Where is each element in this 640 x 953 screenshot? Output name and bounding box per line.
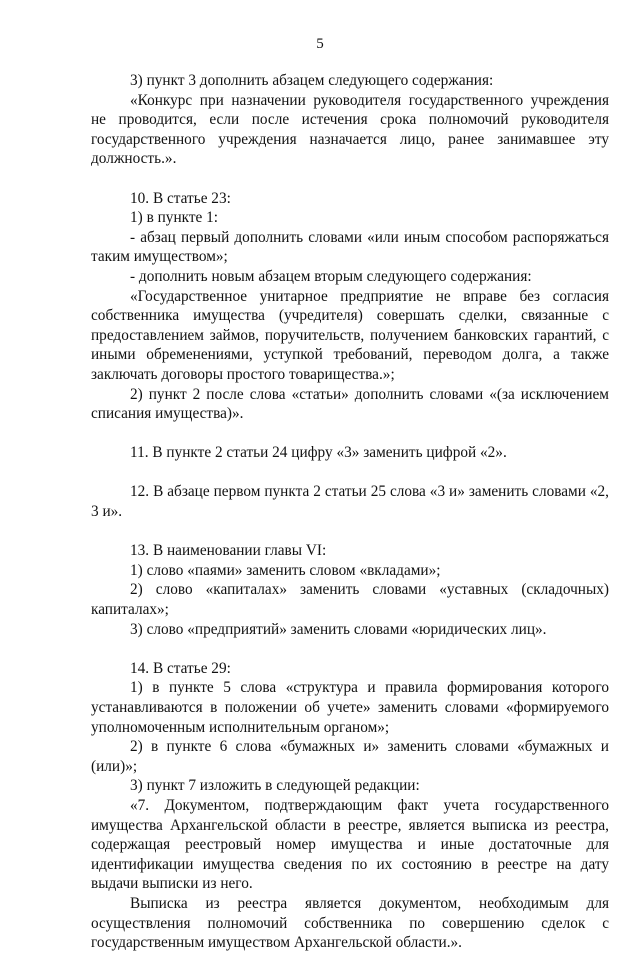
section-heading: 14. В статье 29: bbox=[130, 659, 231, 677]
section-heading: 10. В статье 23: bbox=[130, 189, 231, 207]
paragraph: «Конкурс при назначении руководителя государственного учреждения не проводится, если после истечения срока полномочий руководителя государственного учреждения назначается лицо, ранее занимавшее эту должность.». bbox=[91, 91, 609, 168]
paragraph: 2) пункт 2 после слова «статьи» дополнить словами «(за исключением списания имущества)». bbox=[91, 385, 609, 423]
paragraph: 3) пункт 3 дополнить абзацем следующего содержания: bbox=[130, 72, 494, 89]
document-body bbox=[91, 71, 609, 953]
section-heading: 13. В наименовании главы VI: bbox=[130, 542, 327, 560]
section-heading: 11. В пункте 2 статьи 24 цифру «3» заменить цифрой «2». bbox=[130, 444, 507, 462]
paragraph: 1) слово «паями» заменить словом «вкладами»; bbox=[130, 561, 441, 579]
paragraph: 3) пункт 7 изложить в следующей редакции: bbox=[130, 777, 420, 795]
paragraph: «7. Документом, подтверждающим факт учета государственного имущества Архангельской области в реестре, является выписка из реестра, содержащая реестровый номер имущества и иные достаточные для идентификации имущества сведения по их состоянию в реестре на дату выдачи выписки из него. bbox=[91, 796, 609, 893]
paragraph: 1) в пункте 1: bbox=[130, 209, 219, 227]
paragraph: Выписка из реестра является документом, необходимым для осуществления полномочий собственника по совершению сделок с государственным имуществом Архангельской области.». bbox=[91, 894, 609, 952]
blank-line bbox=[91, 169, 609, 189]
paragraph: 1) в пункте 5 слова «структура и правила формирования которого устанавливаются в положении об учете» заменить словами «формируемого уполномоченным исполнительным органом»; bbox=[91, 679, 609, 736]
blank-line bbox=[91, 463, 609, 483]
paragraph: 3) слово «предприятий» заменить словами «юридических лиц». bbox=[130, 620, 547, 638]
blank-line bbox=[91, 639, 609, 659]
paragraph: «Государственное унитарное предприятие не вправе без согласия собственника имущества (учредителя) совершать сделки, связанные с предоставлением займов, поручительств, получением банковских гарантий, с иными обременениями, уступкой требований, переводом долга, а также заключать договоры простого товарищества.»; bbox=[91, 287, 609, 383]
page-number: 5 bbox=[316, 36, 324, 52]
paragraph: 2) в пункте 6 слова «бумажных и» заменить словами «бумажных и (или)»; bbox=[91, 738, 609, 775]
paragraph: 2) слово «капиталах» заменить словами «уставных (складочных) капиталах»; bbox=[91, 581, 609, 619]
blank-line bbox=[91, 522, 609, 542]
paragraph: - дополнить новым абзацем вторым следующего содержания: bbox=[130, 267, 532, 285]
blank-line bbox=[91, 424, 609, 444]
paragraph: - абзац первый дополнить словами «или иным способом распоряжаться таким имуществом»; bbox=[91, 228, 609, 266]
section-heading: 12. В абзаце первом пункта 2 статьи 25 слова «3 и» заменить словами «2, 3 и». bbox=[91, 483, 609, 521]
